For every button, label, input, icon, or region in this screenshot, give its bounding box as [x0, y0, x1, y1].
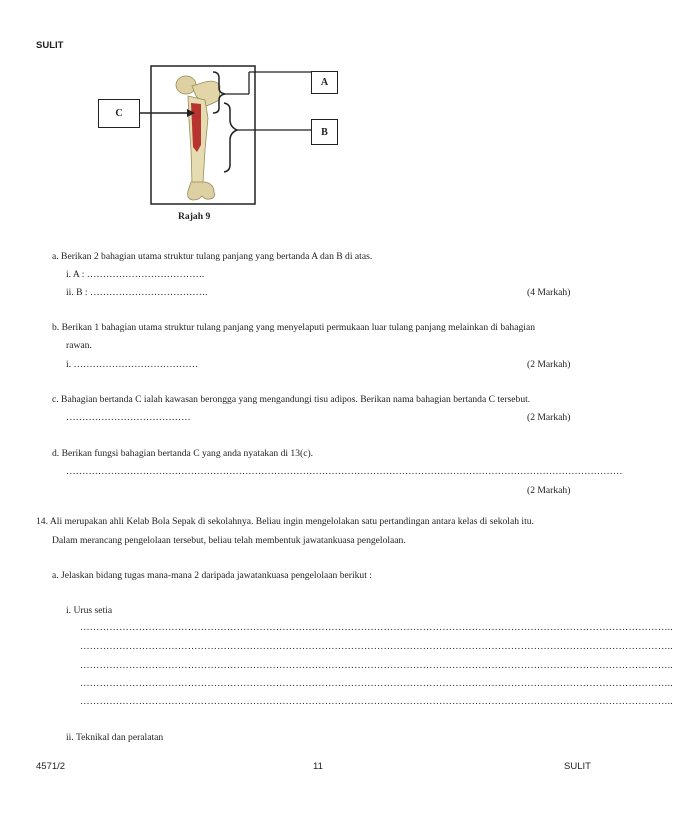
answer-line-2: ……………………………………………………………………………………………………………………………………………………………….. [80, 641, 673, 652]
q14-part-a: a. Jelaskan bidang tugas mana-mana 2 daripada jawatankuasa pengelolaan berikut : [52, 570, 372, 581]
label-c: C [115, 108, 123, 119]
qb-line-i: i. ………………………………… [66, 359, 199, 370]
q14-item-ii: ii. Teknikal dan peralatan [66, 732, 164, 743]
label-a-box [311, 71, 338, 94]
qb-stem-1: b. Berikan 1 bahagian utama struktur tulang panjang yang menyelaputi permukaan luar tulang panjang melainkan di bahagian [52, 322, 535, 333]
answer-line-3: ……………………………………………………………………………………………………………………………………………………………….. [80, 660, 673, 671]
brace-b [224, 103, 237, 172]
answer-line-1: ……………………………………………………………………………………………………………………………………………………………….. [80, 622, 673, 633]
q14-stem-2: Dalam merancang pengelolaan tersebut, beliau telah membentuk jawatankuasa pengelolaan. [52, 535, 406, 546]
label-a: A [320, 77, 329, 88]
qb-marks: (2 Markah) [527, 359, 571, 370]
footer-page-number: 11 [313, 761, 323, 772]
q14-item-i: i. Urus setia [66, 605, 113, 616]
label-b-box [311, 119, 338, 145]
answer-line-4: ……………………………………………………………………………………………………………………………………………………………….. [80, 678, 673, 689]
footer-code: 4571/2 [36, 761, 66, 772]
qc-marks: (2 Markah) [527, 412, 571, 423]
qa-marks: (4 Markah) [527, 287, 571, 298]
qd-marks: (2 Markah) [527, 485, 571, 496]
figure-caption: Rajah 9 [178, 211, 211, 222]
answer-line-5: ……………………………………………………………………………………………………………………………………………………………….. [80, 696, 673, 707]
qa-line-i: i. A : ………………………………. [66, 269, 205, 280]
qd-stem: d. Berikan fungsi bahagian bertanda C yang anda nyatakan di 13(c). [52, 448, 314, 459]
qc-answer-line: ………………………………… [66, 412, 191, 423]
header-sulit: SULIT [36, 40, 64, 51]
label-b: B [321, 126, 328, 138]
qc-stem: c. Bahagian bertanda C ialah kawasan berongga yang mengandungi tisu adipos. Berikan nama bahagian bertanda C tersebut. [52, 394, 531, 405]
qa-line-ii: ii. B : ………………………………. [66, 287, 208, 298]
label-c-box [98, 99, 140, 128]
femur-figure [0, 0, 638, 240]
q14-stem-1: 14. Ali merupakan ahli Kelab Bola Sepak di sekolahnya. Beliau ingin mengelolakan satu pertandingan antara kelas di sekolah itu. [36, 516, 534, 527]
footer-sulit: SULIT [564, 761, 591, 772]
qb-stem-2: rawan. [66, 340, 92, 351]
femur-bone-image [176, 76, 220, 200]
qa-stem: a. Berikan 2 bahagian utama struktur tulang panjang yang bertanda A dan B di atas. [52, 251, 373, 262]
qd-answer-line: ………………………………………………………………………………………………………………………………………………………… [66, 466, 623, 477]
